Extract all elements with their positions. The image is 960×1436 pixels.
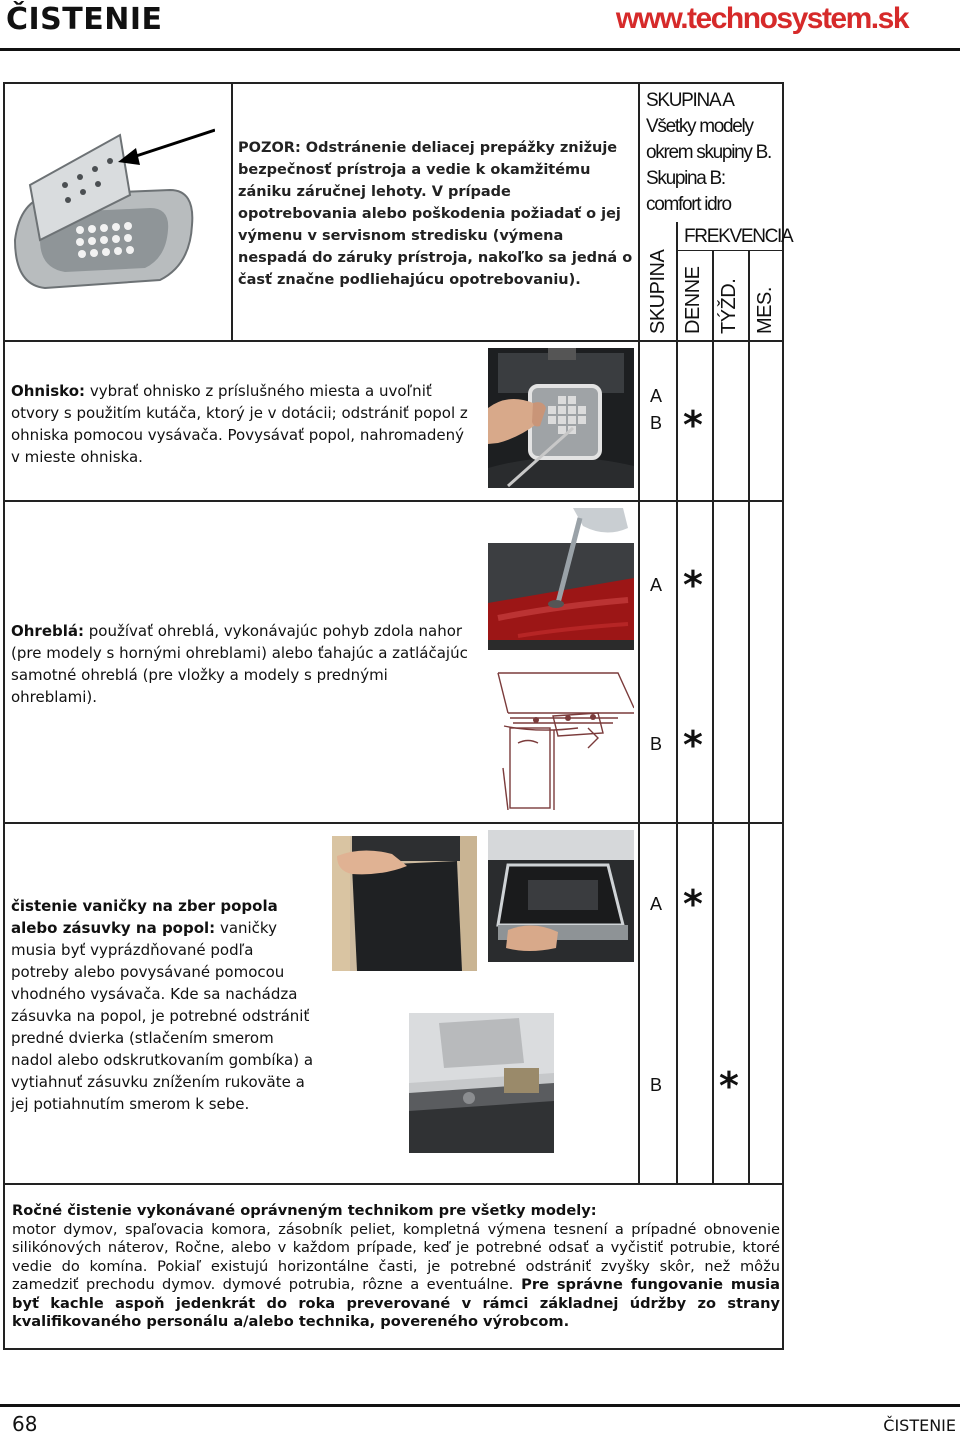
burn-pot-cleaning-image	[488, 348, 634, 488]
annual-cleaning-emphasis: Pre správne fungovanie musia byť kachle aspoň jedenkrát do roka preverované v rámci základnej údržby zo strany kvalifikovaného personálu a/alebo technika, povereného výrobcom.	[12, 1276, 781, 1330]
row-ash-drawer-group-a: A	[650, 894, 663, 914]
annual-cleaning-text	[12, 1202, 780, 1332]
row-ash-drawer-daily-star: *	[683, 882, 703, 926]
col-group-label: SKUPINA	[647, 249, 669, 334]
annual-cleaning-body: motor dymov, spaľovacia komora, zásobník peliet, kompletná výmena tesnení a prípadné obnovenie silikónových náterov, Ročne, alebo v každom prípade, keď je potrebné odsať a vyčistiť potrubie, ktoré vedie do komína. Pokiaľ existujú horizontálne časti, je potrebné odstrániť zvyšky skôr, než môžu zamedziť prechodu dymov. dymové potrubia, rôzne a eventuálne.	[12, 1220, 780, 1293]
row-scrapers-text	[11, 620, 476, 708]
ash-drawer-open-image	[488, 830, 634, 962]
footer-section: ČISTENIE	[883, 1416, 956, 1435]
row-ash-drawer-title: čistenie vaničky na zber popola alebo zásuvky na popol:	[11, 897, 278, 937]
header-group-a: SKUPINA A	[646, 90, 734, 111]
row-burn-pot-group-a: A	[650, 386, 663, 406]
website-url[interactable]: www.technosystem.sk	[615, 2, 908, 35]
ash-drawer-interior-image	[409, 1013, 554, 1153]
col-weekly-label: TÝŽD.	[718, 278, 740, 334]
col-daily-label: DENNE	[682, 266, 704, 334]
annual-cleaning-title: Ročné čistenie vykonávané oprávneným technikom pre všetky modely:	[12, 1202, 597, 1219]
row-ash-drawer-body: vaničky musia byť vyprázdňované podľa potreby alebo povysávané pomocou vhodného vysávača. Kde sa nachádza zásuvka na popol, je potrebné odstrániť predné dvierka (stlačením smerom nadol alebo odskrutkovaním gombíka) a vytiahnuť zásuvku znížením rukoväte a jej potiahnutím smerom k sebe.	[11, 919, 314, 1113]
burn-pot-divider-image	[10, 90, 215, 295]
page-number: 68	[12, 1412, 38, 1436]
row-ash-drawer-weekly-star: *	[719, 1064, 739, 1108]
stove-scraper-red-image	[488, 508, 634, 650]
row-ash-drawer-text	[11, 895, 316, 1115]
row-burn-pot-title: Ohnisko:	[11, 382, 86, 400]
row-scrapers-body: používať ohreblá, vykonávajúc pohyb zdola nahor (pre modely s hornými ohreblami) alebo ťahajúc a zatláčajúc samotné ohreblá (pre vložky a modely s prednými ohreblami).	[11, 622, 468, 706]
row-burn-pot-text	[11, 380, 476, 468]
row-scrapers-group-b: B	[650, 734, 663, 754]
footer-rule	[0, 1404, 960, 1407]
col-monthly-label: MES.	[754, 287, 776, 334]
header-all-models: Všetky modely	[646, 116, 753, 137]
row-scrapers-daily-star-a: *	[683, 563, 703, 607]
header-group-b: Skupina B:	[646, 168, 725, 189]
stove-scraper-line-drawing	[488, 668, 634, 810]
row-burn-pot-group-b: B	[650, 413, 663, 433]
header-frequency: FREKVENCIA	[684, 226, 793, 247]
ash-drawer-door-image	[332, 836, 477, 971]
row-scrapers-group-a: A	[650, 575, 663, 595]
row-scrapers-daily-star-b: *	[683, 723, 703, 767]
row-scrapers-title: Ohreblá:	[11, 622, 85, 640]
header-except-b: okrem skupiny B.	[646, 142, 771, 163]
row-burn-pot-daily-star: *	[683, 403, 703, 447]
row-burn-pot-body: vybrať ohnisko z príslušného miesta a uvoľniť otvory s použitím kutáča, ktorý je v dotácii; odstrániť popol z ohniska pomocou vysávača. Povysávať popol, nahromadený v mieste ohniska.	[11, 382, 468, 466]
page-title: ČISTENIE	[6, 2, 163, 37]
row-ash-drawer-group-b: B	[650, 1075, 663, 1095]
warning-text: POZOR: Odstránenie deliacej prepážky znižuje bezpečnosť prístroja a vedie k okamžitému zániku záručnej lehoty. V prípade opotrebovania alebo poškodenia požiadať o jej výmenu v servisnom stredisku (výmena nespadá do záruky prístroja, nakoľko sa jedná o časť značne podliehajúcu opotrebovaniu).	[238, 140, 633, 288]
header-comfort: comfort idro	[646, 194, 731, 215]
